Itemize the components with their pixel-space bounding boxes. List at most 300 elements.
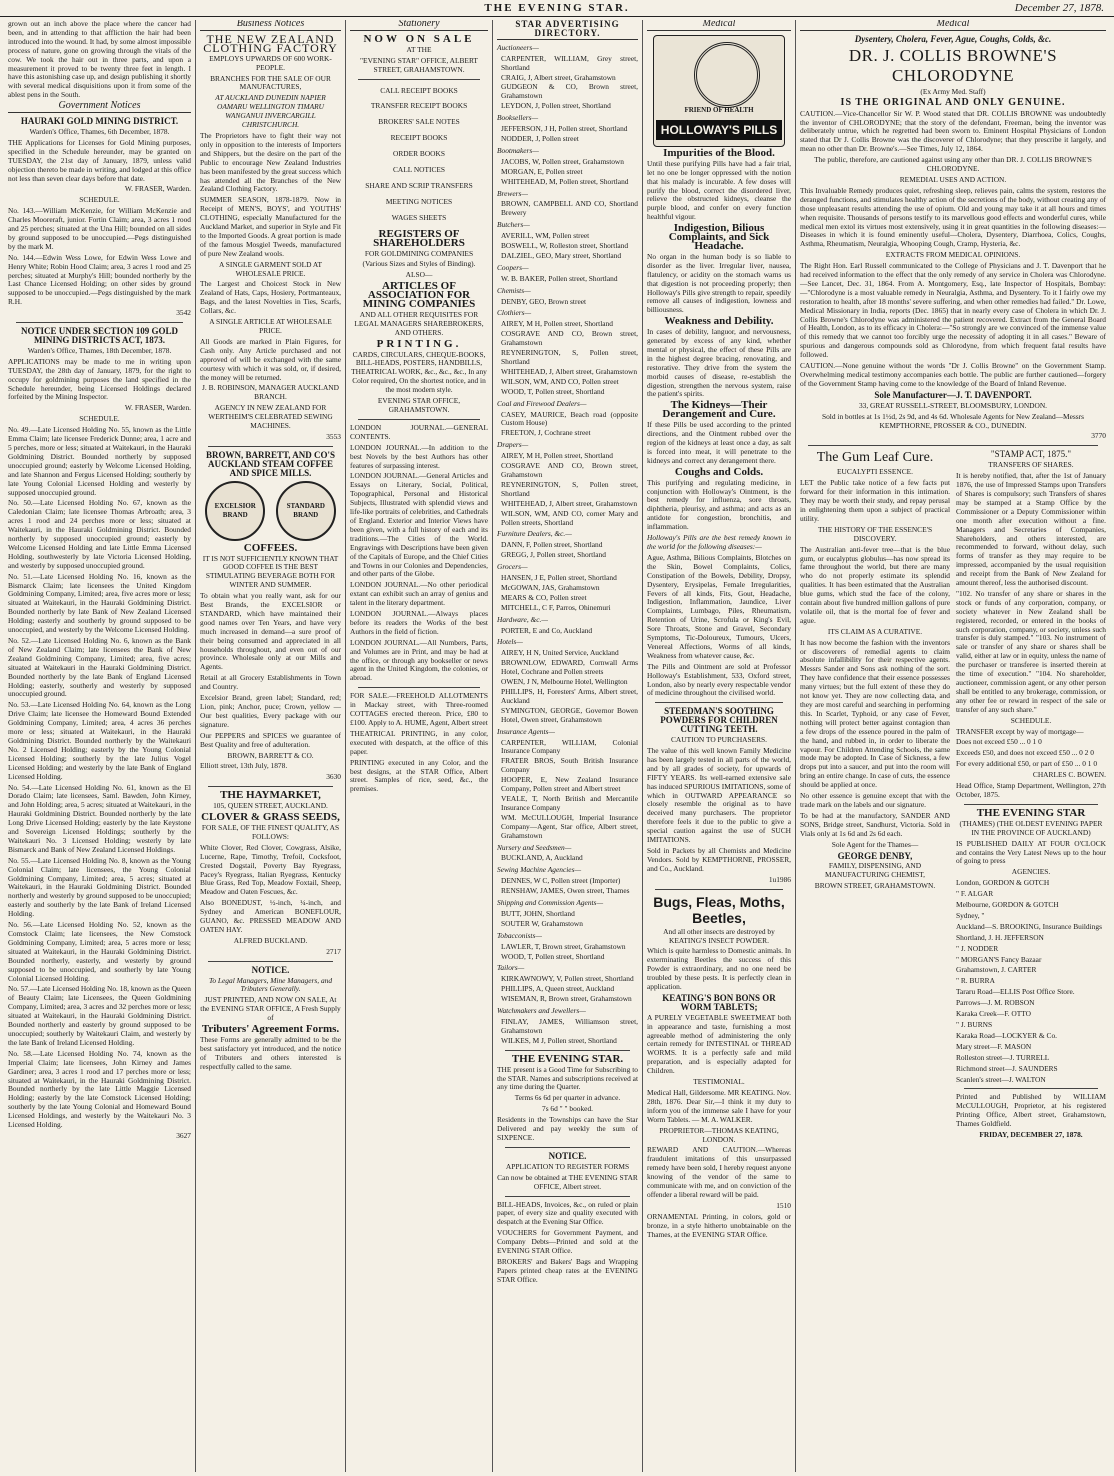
directory-entry: HANSEN, J E, Pollen street, Shortland xyxy=(501,573,617,583)
ad-code: 1u1986 xyxy=(768,874,791,884)
ad-line: Sold in bottles at 1s 1½d, 2s 9d, and 4s 6d. Wholesale Agents for New Zealand—Messrs KEMPTHORNE, PROSSER & CO., DUNEDIN. xyxy=(822,411,1084,430)
directory-entry: GUDGEON & CO, Brown street, Grahamstown xyxy=(501,82,638,101)
notice-title: HAURAKI GOLD MINING DISTRICT. xyxy=(20,116,179,127)
schedule-row: Does not exceed £50 ... 0 1 0 xyxy=(956,737,1042,747)
ad-line: ALSO— xyxy=(405,270,433,280)
ad-title: IS THE ORIGINAL AND ONLY GENUINE. xyxy=(840,96,1066,108)
ad-body: BILL-HEADS, Invoices, &c., on ruled or plain paper, of every size and quality executed with despatch at the Evening Star Office. xyxy=(497,1199,638,1227)
directory-entry: MEARS & CO, Pollen street xyxy=(501,592,587,602)
directory xyxy=(497,44,638,1046)
ad-line: 7s 6d " " booked. xyxy=(542,1104,593,1114)
ad-towns: AT AUCKLAND DUNEDIN NAPIER OAMARU WELLINGTON TIMARU WANGANUI INVERCARGILL CHRISTCHURCH. xyxy=(215,93,326,130)
agent-entry: Rolleston street—J. TURRELL xyxy=(956,1052,1050,1062)
agents-list xyxy=(956,879,1106,1084)
ad-line: TESTIMONIAL. xyxy=(693,1077,745,1087)
directory-entry: WHITEHEAD, M, Pollen street, Shortland xyxy=(501,176,629,186)
ad-body: If these Pills be used according to the printed directions, and the Ointment rubbed over the region of the kidneys at least once a day, as salt is forced into meat, it will penetrate to the kidneys and correct any derangement there. xyxy=(647,420,791,465)
directory-entry: LEYDON, J, Pollen street, Shortland xyxy=(501,101,611,111)
directory-entry: WHITEHEAD, J, Albert street, Grahamstown xyxy=(501,366,638,376)
ad-body: Medical Hall, Gildersome. MR KEATING. Nov. 28th, 1876. Dear Sir,—I think it my duty to inform you of the immense sale I have for your Worm Tablets. — M. A. WALKER. xyxy=(647,1088,791,1124)
journal-notice: LONDON JOURNAL.—All Numbers, Parts, and Volumes are in Print, and may be had at the office, or through any bookseller or news agent in the United Kingdom, the colonies, or abroad. xyxy=(350,637,488,683)
directory-entry: RENSHAW, JAMES, Owen street, Thames xyxy=(501,886,630,896)
ad-title: Impurities of the Blood. xyxy=(663,146,775,159)
ad-body: To be had at the manufactory, SANDER AND SONS, Bridge street, Sandhurst, Victoria. Sold in Vials only at 1s 6d and 2s 6d each. xyxy=(800,810,950,838)
ad-title: STEEDMAN'S SOOTHING POWDERS FOR CHILDREN CUTTING TEETH. xyxy=(660,706,778,735)
agent-entry: Shortland, J. H. JEFFERSON xyxy=(956,932,1044,942)
ad-body: Until these purifying Pills have had a fair trial, let no one be longer oppressed with the notion that his malady is incurable. A few doses will purify the blood, correct the disordered liver, relieve the obstructed kidneys, cleanse the purple blood, and confer on every function healthful vigour. xyxy=(647,158,791,222)
column-advertising-directory xyxy=(492,20,642,1472)
directory-entry: W. B. BAKER, Pollen street, Shortland xyxy=(501,273,618,283)
directory-entry: AIREY, H N, United Service, Auckland xyxy=(501,648,619,658)
stamp-act-ad xyxy=(956,450,1106,1142)
stationery-item: TRANSFER RECEIPT BOOKS xyxy=(370,101,468,111)
ad-line: THE HISTORY OF THE ESSENCE'S DISCOVERY. xyxy=(817,524,933,543)
ad-sign: J. B. ROBINSON, MANAGER AUCKLAND BRANCH. xyxy=(202,383,339,402)
ad-title: Indigestion, Bilious Complaints, and Sick Headache. xyxy=(668,222,770,252)
ad-title: KEATING'S BON BONS OR WORM TABLETS; xyxy=(662,992,776,1012)
ad-line: (Various Sizes and Styles of Binding). xyxy=(362,259,476,269)
column-government-notices xyxy=(4,20,195,1472)
agent-entry: Melbourne, GORDON & GOTCH xyxy=(956,900,1059,910)
directory-category: Furniture Dealers, &c.— xyxy=(497,529,572,539)
agent-entry: " J. NODDER xyxy=(956,943,999,953)
ad-code: 3630 xyxy=(326,772,341,782)
directory-category: Nursery and Seedsmen— xyxy=(497,842,572,852)
schedule-item: No. 57.—Late Licensed Holding No. 18, known as the Queen of Beauty Claim; late Licensees, the Queen Goldmining Company, Limited; area, 3 acres and 32 perches more or less; situated at Waitekauri, in the Hauraki Goldmining District. Bounded northerly and easterly by ground supposed to be unoccupied; southerly by Waitekauri Claim, and westerly by the late Bank of Ireland Licensed Holding. xyxy=(8,984,191,1047)
ad-line: ITS CLAIM AS A CURATIVE. xyxy=(827,626,923,636)
directory-entry: WISEMAN, R, Brown street, Grahamstown xyxy=(501,994,632,1004)
ad-line: TRANSFERS OF SHARES. xyxy=(988,460,1074,470)
ad-title: REGISTERS OF SHAREHOLDERS xyxy=(373,227,465,249)
notice-title: NOTICE UNDER SECTION 109 GOLD MINING DISTRICTS ACT, 1873. xyxy=(20,326,179,345)
ad-body: Excelsior Brand, green label; Standard, red; Lion, pink; Anchor, puce; Crown, yellow — Our best qualities, Every package with our signature. xyxy=(200,693,341,729)
directory-entry: HOOPER, E, New Zealand Insurance Company, Pollen street and Albert street xyxy=(501,775,638,794)
directory-entry: DENBY, GEO, Brown street xyxy=(501,296,587,306)
agent-entry: Tararu Road—ELLIS Post Office Store. xyxy=(956,987,1075,997)
divider xyxy=(505,1050,630,1051)
notice-sign: W. FRASER, Warden. xyxy=(124,403,191,413)
ad-line: "EVENING STAR" OFFICE, ALBERT STREET, GRAHAMSTOWN. xyxy=(360,55,478,74)
directory-category: Booksellers— xyxy=(497,113,539,123)
directory-category: Chemists— xyxy=(497,285,531,295)
ad-body: "102. No transfer of any share or shares in the stock or funds of any corporation, company, or society whatever in New Zealand shall be registered, recorded, or entered in the books of such corporation, company, or society, unless such transfer is duly stamped." "103. No instrument of sale or transfer of any share or shares shall be valid, either at law or in equity, unless the name of the purchaser or transferee is inserted therein at the time of execution." "104. No shareholder, auctioneer, commission agent, or any other person shall be entitled to any brokerage, commission, or any other fee or reward in respect of the sale or transfer of any such share." xyxy=(956,588,1106,714)
notice-office: Warden's Office, Thames, 6th December, 1878. xyxy=(29,126,170,136)
directory-entry: WILSON, WM, AND CO, Pollen street xyxy=(501,376,619,386)
ad-body: The value of this well known Family Medicine has been largely tested in all parts of the world, and by all grades of society, for upwards of FIFTY YEARS. Its well-earned extensive sale has induced SPURIOUS IMITATIONS, some of which in OUTWARD APPEARANCE so closely resemble the original as to have deceived many purchasers. The proprietor therefore feels it due to the public to give a special caution against the use of SUCH IMITATIONS. xyxy=(647,746,791,845)
ad-line: CAUTION TO PURCHASERS. xyxy=(670,735,768,745)
holloway-pills-emblem xyxy=(653,35,785,147)
column-medical-holloway xyxy=(642,20,795,1472)
seal-icon xyxy=(694,42,760,108)
ad-body: A PURELY VEGETABLE SWEETMEAT both in appearance and taste, furnishing a most agreeable method of administering the only certain remedy for INTESTINAL or THREAD WORMS. It is a perfectly safe and mild preparation, and is especially adapted for Children. xyxy=(647,1012,791,1076)
ad-body: No other essence is genuine except that with the trade mark on the labels and our signature. xyxy=(800,791,950,809)
standard-badge-icon xyxy=(276,481,336,541)
ad-line: Head Office, Stamp Department, Wellington, 27th October, 1875. xyxy=(956,781,1106,799)
notice-body: APPLICATIONS may be made to me in writing upon TUESDAY, the 28th day of January, 1879, for the right to occupy for goldmining purposes the land specified in the Schedule hereunder, being Licensed Holdings declared forfeited by the Mining Inspector. xyxy=(8,356,191,402)
divider xyxy=(208,961,333,962)
divider xyxy=(964,804,1098,805)
ad-body: Retail at all Grocery Establishments in Town and Country. xyxy=(200,673,341,692)
directory-entry: CASEY, MAURICE, Beach road (opposite Custom House) xyxy=(501,409,638,428)
column-medical-chlorodyne xyxy=(795,20,1110,1472)
ad-line: A SINGLE GARMENT SOLD AT WHOLESALE PRICE. xyxy=(219,259,322,278)
directory-category: Watchmakers and Jewellers— xyxy=(497,1006,586,1016)
directory-entry: BROWN, CAMPBELL AND CO, Shortland Brewery xyxy=(501,199,638,218)
ad-code: 3770 xyxy=(1091,431,1106,441)
ad-body: THE present is a Good Time for Subscribing to the STAR. Names and subscriptions received at any time during the Quarter. xyxy=(497,1064,638,1092)
directory-category: Auctioneers— xyxy=(497,42,539,52)
schedule-item: No. 51.—Late Licensed Holding No. 16, known as the Bismarck Claim; late licensees the United Kingdom Goldmining Company, Limited; area, five acres more or less; situated at Waitekauri, in the Hauraki Goldmining District. Bounded northerly by late Bank of New Zealand Licensed Holding; easterly and southerly by ground supposed to be unoccupied, and westerly by the Welcome Licensed Holding. xyxy=(8,571,191,635)
ad-sign: BROWN, BARRETT & CO. xyxy=(227,750,314,760)
ad-body: CAUTION.—None genuine without the words "Dr J. Collis Browne" on the Government Stamp. Overwhelming medical testimony accompanies each bottle. The public are further cautioned—forgery of the Government Stamp having come to the knowledge of the Board of Inland Revenue. xyxy=(800,361,1106,388)
schedule-item: No. 50.—Late Licensed Holding No. 67, known as the Caledonian Claim; late licensee Thomas Arbroath; area, 3 acres 1 rood and 24 perches more or less; situated at Waitekauri, in the Hauraki Goldmining District. Bounded northerly by supposed unoccupied ground; easterly by Welcome Licensed Holding and late Little Emma Licensed Holding, southwesterly by late Victoria Licensed Holding, and westerly by supposed unoccupied ground. xyxy=(8,498,191,570)
ad-line: AT THE xyxy=(406,44,432,54)
ad-body: THEATRICAL PRINTING, in any color, executed with despatch, at the office of this paper. xyxy=(350,728,488,756)
ad-title: THE EVENING STAR. xyxy=(511,1052,624,1065)
ad-line: BROWN STREET, GRAHAMSTOWN. xyxy=(814,881,936,891)
schedule-item: No. 144.—Edwin Wess Lowe, for Edwin Wess Lowe and Henry White; Robin Hood Claim; area, 3 acres 1 rood and 25 perches; situated at Murphy's Hill; bounded northerly by the Last Chance Licensed Holding; on other sides by ground supposed to be unoccupied.—Pegs distinguished by the mark R.H. xyxy=(8,252,191,307)
agent-entry: Scanlen's street—J. WALTON xyxy=(956,1074,1046,1084)
ad-body: Sold in Packets by all Chemists and Medicine Vendors. Sold by KEMPTHORNE, PROSSER, and Co., Auckland. xyxy=(647,845,791,873)
directory-entry: PORTER, E and Co, Auckland xyxy=(501,625,593,635)
directory-category: Coal and Firewood Dealers— xyxy=(497,398,587,408)
schedule-heading: SCHEDULE. xyxy=(79,195,120,205)
ad-body: PRINTING executed in any Color, and the best designs, at the STAR Office, Albert street. Samples of rice, seed, &c., the premises. xyxy=(350,757,488,794)
directory-entry: KIRKAWNOWY, V, Pollen street, Shortland xyxy=(501,974,634,984)
ad-title: THE NEW ZEALAND CLOTHING FACTORY xyxy=(203,31,338,55)
ad-body: ORNAMENTAL Printing, in colors, gold or bronze, in a style hitherto unobtainable on the Thames, at the EVENING STAR Office. xyxy=(647,1211,791,1239)
ad-title: "STAMP ACT, 1875." xyxy=(990,449,1072,460)
divider xyxy=(358,419,480,420)
ad-line: EXTRACTS FROM MEDICAL OPINIONS. xyxy=(885,250,1021,260)
directory-entry: WM. McCULLOUGH, Imperial Insurance Company—Agent, Star office, Albert street, Grahamstown xyxy=(501,812,638,840)
ad-line: EVENING STAR OFFICE, GRAHAMSTOWN. xyxy=(377,396,461,414)
directory-entry: CRAIG, J, Albert street, Grahamstown xyxy=(501,72,616,82)
ad-body: VOUCHERS for Government Payment, and Company Debts—Printed and sold at the EVENING STAR Office. xyxy=(497,1228,638,1256)
directory-entry: McGOWAN, JAS, Grahamstown xyxy=(501,582,600,592)
ad-line: (Ex Army Med. Staff) xyxy=(920,86,986,96)
ad-line: Holloway's Pills are the best remedy known in the world for the following diseases:— xyxy=(647,533,791,551)
journal-notice: LONDON JOURNAL.—No other periodical extant can exhibit such an array of genius and talent in the literary department. xyxy=(350,580,488,608)
ad-line: Sole Agent for the Thames— xyxy=(831,839,919,849)
directory-entry: JACOBS, W, Pollen street, Grahamstown xyxy=(501,156,624,166)
stationery-item: WAGES SHEETS xyxy=(391,212,447,222)
ad-line: FAMILY, DISPENSING, AND MANUFACTURING CHEMIST, xyxy=(825,861,925,880)
ad-title: The Gum Leaf Cure. xyxy=(816,450,934,466)
ad-line: BRANCHES FOR THE SALE OF OUR MANUFACTURES, xyxy=(210,73,331,92)
ad-line: FOR GOLDMINING COMPANIES xyxy=(364,248,474,258)
schedule-heading: SCHEDULE. xyxy=(79,414,120,424)
ad-line: PROPRIETOR—THOMAS KEATING, LONDON. xyxy=(659,1125,779,1144)
ad-body: IS PUBLISHED DAILY AT FOUR O'CLOCK and contains the Very Latest News up to the hour of going to press xyxy=(956,838,1106,866)
directory-entry: DENNES, W C, Pollen street (Importer) xyxy=(501,876,621,886)
ad-lead: Dysentery, Cholera, Fever, Ague, Coughs, Colds, &c. xyxy=(854,33,1052,44)
directory-category: Coopers— xyxy=(497,262,529,272)
disease-list: Ague, Asthma, Bilious Complaints, Blotches on the Skin, Bowel Complaints, Colics, Constipation of the Bowels, Debility, Dropsy, Dysentery, Erysipelas, Female Irregularities, Fevers of all kinds, Fits, Gout, Headache, Indigestion, Inflammation, Jaundice, Liver Complaints, Lumbago, Piles, Rheumatism, Retention of Urine, Scrofula or King's Evil, Sore Throats, Stone and Gravel, Secondary Symptoms, Tic-Doloureux, Tumours, Ulcers, Venereal Affections, Worms of all kinds, Weakness from whatever cause, &c. xyxy=(647,552,791,660)
masthead-date: December 27, 1878. xyxy=(1014,2,1104,14)
directory-entry: MORGAN, E, Pollen street xyxy=(501,166,583,176)
ad-sign: ALFRED BUCKLAND. xyxy=(233,935,308,945)
ad-title: NOTICE. xyxy=(251,964,290,975)
directory-category: Tobacconists— xyxy=(497,930,542,940)
ad-line: REMEDIAL USES AND ACTION. xyxy=(899,174,1007,184)
ad-line: FOR SALE, OF THE FINEST QUALITY, AS FOLLOWS: xyxy=(201,822,340,841)
ad-title: The Kidneys—Their Derangement and Cure. xyxy=(662,399,776,421)
ad-title: THE HAYMARKET, xyxy=(220,789,321,802)
schedule-item: No. 53.—Late Licensed Holding No. 64, known as the Long Drive Claim; late licensee the Homeward Bound Extended Goldmining Company, Limited; area, 4 acres 36 perches more or less; situated at Waitekauri, in the Hauraki Goldmining District. Bounded northerly by the Waitekauri No. 2 Licensed Holding; easterly by the Young Colonial Licensed Holding; southerly by the late Julius Vogel Licensed Holding; and westerly by the late Bank of England Licensed Holding. xyxy=(8,700,191,781)
ad-line: 105, QUEEN STREET, AUCKLAND. xyxy=(213,801,328,811)
directory-entry: WOOD, T, Pollen street, Shortland xyxy=(501,951,605,961)
ad-body: To obtain what you really want, ask for our Best Brands, the EXCELSIOR or STANDARD, which have maintained their good names over Ten Years, and have very much increased in demand—a sure proof of their being consumed and appreciated in all households throughout, and even out of our province. Wholesale only at our Mills and Agents. xyxy=(200,591,341,672)
directory-entry: COSGRAVE AND CO, Brown street, Grahamstown xyxy=(501,329,638,348)
ad-title: NOW ON SALE xyxy=(363,32,475,45)
section-header: Government Notices xyxy=(8,102,191,113)
directory-entry: SYMINGTON, GEORGE, Governor Bowen Hotel, Owen street, Grahamstown xyxy=(501,705,638,724)
directory-entry: AVERILL, WM, Pollen street xyxy=(501,231,590,241)
ad-body: Residents in the Townships can have the Star Delivered and pay weekly the sum of SIXPENCE. xyxy=(497,1115,638,1142)
ad-code: 2717 xyxy=(326,946,341,956)
directory-entry: VEALE, T, North British and Mercantile Insurance Company xyxy=(501,793,638,812)
directory-entry: SOUTER W, Grahamstown xyxy=(501,918,583,928)
directory-entry: WOOD, T, Pollen street, Shortland xyxy=(501,386,605,396)
ad-body: No organ in the human body is so liable to disorder as the liver. Irregular liver, nausea, flatulency, or acidity on the stomach warns us that digestion is not proceeding properly; then Holloway's Pills give strength to repair, speedily remove all causes of indigestion, lowness and billiousness. xyxy=(647,251,791,315)
ad-line: IT IS NOT SUFFICIENTLY KNOWN THAT GOOD COFFEE IS THE BEST STIMULATING BEVERAGE BOTH FOR WINTER AND SUMMER. xyxy=(202,553,339,590)
directory-entry: WILSON, WM, AND CO, corner Mary and Pollen streets, Shortland xyxy=(501,508,638,527)
directory-category: Hardware, &c.— xyxy=(497,614,548,624)
directory-entry: BROWNLOW, EDWARD, Cornwall Arms Hotel, Cochrane and Pollen streets xyxy=(501,658,638,677)
schedule-row: Exceeds £50, and does not exceed £50 ... 0 2 0 xyxy=(956,748,1094,758)
directory-entry: BUTT, JOHN, Shortland xyxy=(501,908,575,918)
divider xyxy=(16,322,183,323)
ad-title: COFFEES. xyxy=(243,541,298,554)
ad-title: THE EVENING STAR xyxy=(976,806,1086,819)
brand-badges xyxy=(200,481,341,541)
ad-line: APPLICATION TO REGISTER FORMS xyxy=(505,1161,630,1171)
schedule-row: For every additional £50, or part of £50 ... 0 1 0 xyxy=(956,759,1098,769)
ad-line: AND ALL OTHER REQUISITES FOR LEGAL MANAGERS SHAREBROKERS, AND OTHERS. xyxy=(354,309,484,337)
ad-title: Bugs, Fleas, Moths, Beetles, xyxy=(653,893,785,926)
directory-entry: WHITEHEAD, J, Albert street, Grahamstown xyxy=(501,498,638,508)
directory-entry: FINLAY, JAMES, Williamson street, Grahamstown xyxy=(501,1017,638,1035)
directory-entry: PHILLIPS, H, Foresters' Arms, Albert street, Auckland xyxy=(501,687,638,705)
holloway-band: HOLLOWAY'S PILLS xyxy=(656,120,782,140)
directory-category: Drapers— xyxy=(497,440,529,450)
directory-entry: AIREY, M H, Pollen street, Shortland xyxy=(501,451,613,461)
columns xyxy=(4,20,1110,1472)
ad-line: 33, GREAT RUSSELL-STREET, BLOOMSBURY, LONDON. xyxy=(858,400,1048,410)
ad-title: DR. J. COLLIS BROWNE'S CHLORODYNE xyxy=(848,45,1058,85)
ad-code: 3553 xyxy=(326,431,341,441)
stationery-item: RECEIPT BOOKS xyxy=(390,133,448,143)
directory-entry: LAWLER, T, Brown street, Grahamstown xyxy=(501,941,626,951)
ad-sign: CHARLES C. BOWEN. xyxy=(1032,770,1106,780)
imprint-date: FRIDAY, DECEMBER 27, 1878. xyxy=(979,1130,1083,1140)
ad-title: Coughs and Colds. xyxy=(674,465,764,478)
ad-body: SUMMER SEASON, 1878-1879. Now in Receipt of MEN'S, BOYS', and YOUTHS' CLOTHING, especially Manufactured for the Auckland Market, and superior in Style and Fit to the Imported Goods. A great portion is made of the famous Mosgiel Tweeds, manufactured of pure New Zealand wools. xyxy=(200,195,341,258)
directory-category: Hotels— xyxy=(497,637,523,647)
stationery-item: ORDER BOOKS xyxy=(393,149,445,159)
directory-entry: REYNERINGTON, S, Pollen street, Shortland xyxy=(501,479,638,498)
ad-body: FOR SALE.—FREEHOLD ALLOTMENTS in Mackay street, with Three-roomed COTTAGES erected thereon. Price, £80 to £100. Apply to A. HUME, Agent, Albert street xyxy=(350,691,488,727)
directory-entry: OWEN, J N, Melbourne Hotel, Wellington xyxy=(501,677,628,687)
directory-category: Sewing Machine Agencies— xyxy=(497,865,582,875)
notice-office: Warden's Office, Thames, 18th December, 1878. xyxy=(27,345,172,355)
ad-line: (THAMES) (THE OLDEST EVENING PAPER IN THE PROVINCE OF AUCKLAND) xyxy=(959,818,1103,837)
ad-line: To Legal Managers, Mine Managers, and Tributers Generally. xyxy=(208,975,333,994)
ad-code: 1510 xyxy=(776,1200,791,1210)
schedule-item: No. 55.—Late Licensed Holding No. 8, known as the Young Colonial Claim; late licensees, the Young Colonial Goldmining Company, Limited; area, 5 acres; situated at Waitekauri, in the Hauraki Goldmining District. Bounded northerly and westerly by ground supposed to be unoccupied; easterly and southerly by the late Bank of Ireland Licensed Holding. xyxy=(8,855,191,919)
section-header: Stationery xyxy=(350,20,488,31)
ad-title: Weakness and Debility. xyxy=(664,315,774,328)
ad-line: Elliott street, 13th July, 1878. xyxy=(200,761,288,771)
agent-entry: Richmond street—J. SAUNDERS xyxy=(956,1063,1058,1073)
divider xyxy=(655,702,783,703)
ad-body: It has now become the fashion with the inventors or discoverers of remedial agents to claim absolute infallibility for their respective agents. Messrs Sander and Sons ask nothing of the sort. They have confidence that their essence possesses many virtues; but the full extent of these they do not know yet. They are now collecting data, and they are most careful and searching in performing this. In Scarlet, Typhoid, or any case of Fever, nothing will protect better against contagion than a few drops of the essence poured in the palm of the hand, and rubbed in, in order to liberate the vapour. For Children Attending Schools, the same mode may be adopted. In Case of Sickness, a few drops put into a saucer, and put into the room will bring an entire change. In case of cuts, the essence should be applied at once. xyxy=(800,637,950,790)
journal-notice: LONDON JOURNAL.—General Articles and Essays on Literary, Social, Political, Topographical, Personal and Historical Subjects, Illustrated with splendid views and life-like portraits of celebrities, and Cathedrals of England. Exterior and Interior Views have been given, with a full history of each and its traditions.—The Cities of the World. Engravings with Descriptions have been given of the Capitals of Europe, and the Chief Cities and Towns in our Colonies and Dependencies, and other parts of the Globe. xyxy=(350,471,488,579)
schedule-heading: SCHEDULE. xyxy=(1010,715,1052,725)
ad-line: A SINGLE ARTICLE AT WHOLESALE PRICE. xyxy=(209,317,332,335)
schedule-item: No. 52.—Late Licensed Holding No. 6, known as the Bank of New Zealand Claim; late licensees the Bank of New Zealand Goldmining Company, Limited; area, five acres; situated at Waitekauri in the Hauraki Goldmining District. Bounded northerly by the late Bank of England Licensed Holding; easterly, southerly and westerly by supposed unoccupied ground. xyxy=(8,636,191,699)
directory-category: Brewers— xyxy=(497,188,528,198)
ad-body: The Right Hon. Earl Russell communicated to the College of Physicians and J. T. Davenport that he had received information to the effect that the only remedy of any service in Cholera was Chlorodyne.—See Lancet, Dec. 31, 1864. From A. Montgomery, Esq., late Inspector of Hospitals, Bombay:—"Chlorodyne is a most valuable remedy in Neuralgia, Asthma, and Dysentery. To it I fairly owe my restoration to health, after 18 months' severe suffering, and when other remedies had failed." Dr. Lowe, Medical Missionary in India, reports (Dec. 1865) that in nearly every case of Cholera in which Dr. J. Collis Browne's Chlorodyne was administered the patient recovered. Extract from the General Board of Health, London, as to its efficacy in Cholera:—"So strongly are we convinced of the immense value of this remedy that we cannot too forcibly urge the necessity of adopting it in all cases." Beware of spurious and dangerous compounds sold as Chlorodyne, from which frequent fatal results have followed. xyxy=(800,261,1106,360)
agent-entry: Karaka Road—LOCKYER & Co. xyxy=(956,1030,1057,1040)
column-stationery xyxy=(345,20,492,1472)
ad-code: 3627 xyxy=(176,1130,191,1140)
ad-line: And all other insects are destroyed by KEATING'S INSECT POWDER. xyxy=(663,926,775,945)
directory-entry: WILKES, M J, Pollen street, Shortland xyxy=(501,1035,617,1045)
section-header: STAR ADVERTISING DIRECTORY. xyxy=(497,20,638,40)
notice-sign: W. FRASER, Warden. xyxy=(124,184,191,194)
article-continuation: grown out an inch above the place where the cancer had been, and in attending to that affliction the hair had been introduced into the wound. It had, by some almost impossible process of nature, gone on growing through the vitals of the cow. We took the hair out in three parts, and upon a measurement it proved to be twenty three feet in length. I have this astonishing case up, and design publishing it shortly with several medical disquisitions upon it from some of the ablest pens in the South. xyxy=(8,20,191,100)
directory-entry: REYNERINGTON, S, Pollen street, Shortland xyxy=(501,348,638,366)
notice-body: THE Applications for Licenses for Gold Mining purposes, specified in the Schedule hereunder, may be granted on TUESDAY, the 21st day of January, 1879, unless valid objection thereto be made in writing, and lodged at this office not less than seven clear days before that date. xyxy=(8,137,191,183)
schedule-item: No. 58.—Late Licensed Holding No. 74, known as the Imperial Claim; late licensees, John Kirney and James Gardiner; area, 3 acres 1 rood and 17 perches more or less; situated at Waitekauri, in the Hauraki Goldmining District. Bounded northerly by the late Little Maggie Licensed Holding; easterly by the late Comstock Licensed Holding; southerly by the late Young Colonial and Homeward Bound Licensed Holdings, and westerly by the Waitekauri No. 3 Licensed Holding. xyxy=(8,1048,191,1130)
masthead xyxy=(0,0,1114,17)
ad-body: CARDS, CIRCULARS, CHEQUE-BOOKS, BILL-HEADS, POSTERS, HANDBILLS, THEATRICAL WORK, &c., &c., &c., In any Color required, On the shortest notice, and in the most modern style. xyxy=(351,349,487,395)
agent-entry: Karaka Creek—F. OTTO xyxy=(956,1009,1032,1019)
directory-entry: BOSWELL, W, Rolleston street, Shortland xyxy=(501,241,629,251)
directory-entry: JEFFERSON, J H, Pollen street, Shortland xyxy=(501,124,628,134)
stationery-item: BROKERS' SALE NOTES xyxy=(378,117,460,127)
divider xyxy=(655,889,783,890)
divider xyxy=(358,687,480,688)
column-business-notices xyxy=(195,20,345,1472)
badge-label: STANDARD BRAND xyxy=(286,501,325,519)
ad-body: In cases of debility, languor, and nervousness, generated by excess of any kind, whether mental or physical, the effect of these Pills are in the highest degree bracing, renovating, and restorative. They drive from the system the morbid causes of disease, re-establish the digestion, strengthen the nervous system, raise the patient's spirits. xyxy=(647,327,791,399)
section-header: Business Notices xyxy=(200,20,341,31)
ad-code: 3542 xyxy=(176,308,191,318)
ad-body: The Proprietors have to fight their way not only in opposition to the interests of Importers and Shippers, but the desire on the part of the Public to encourage New Zealand Industries has been manifested by the great success which has attended all the Branches of the New Zealand Clothing Factory. xyxy=(200,130,341,194)
ad-body: Which is quite harmless to Domestic animals. In exterminating Beetles the success of this Powder is extraordinary, and no one need be troubled by these pests. It is perfectly clean in application. xyxy=(647,946,791,992)
divider xyxy=(208,786,333,787)
directory-category: Insurance Agents— xyxy=(497,726,555,736)
masthead-title: THE EVENING STAR. xyxy=(484,2,630,14)
excelsior-badge-icon xyxy=(205,481,265,541)
stationery-item: MEETING NOTICES xyxy=(385,196,453,206)
agent-entry: " MORGAN'S Fancy Bazaar xyxy=(956,954,1042,964)
seal-motto: FRIEND OF HEALTH xyxy=(684,105,754,114)
ad-body: It is hereby notified, that, after the 1st of January 1876, the use of Impressed Stamps upon Transfers of Shares is compulsory; such Transfers of shares may be stamped at a Stamp Office by the Commissioner or a Deputy Commissioner within one month after execution without a fine. Managers and Secretaries of Companies, Shareholders, and others interested, are recommended to forward, without delay, such forms of transfer as they may require to be impressed, accompanied by the usual requisition and receipt from the Bank of New Zealand for amount thereof, less the authorised discount. xyxy=(956,471,1106,588)
divider xyxy=(808,445,1098,446)
badge-label: EXCELSIOR BRAND xyxy=(214,501,256,519)
ad-line: EUCALYPTI ESSENCE. xyxy=(836,467,914,477)
directory-category: Grocers— xyxy=(497,562,528,572)
directory-entry: MITCHELL, C F, Parros, Ohinemuri xyxy=(501,602,611,612)
schedule-item: No. 143.—William McKenzie, for William McKenzie and Charles Mooreraft, junior. Fortin Claim; area, 3 acres 1 rood and 25 perches; situated at the Una Hill; bounded on all sides by ground supposed to be unoccupied.—Pegs distinguished by the mark M. xyxy=(8,206,191,251)
divider xyxy=(505,1196,630,1197)
agent-entry: London, GORDON & GOTCH xyxy=(956,878,1050,888)
ad-body: These Forms are generally admitted to be the best satisfactory yet introduced, and the notice of Tributers and others interested is respectfully called to the same. xyxy=(200,1035,341,1071)
directory-entry: FREETON, J, Cochrane street xyxy=(501,428,591,438)
gum-leaf-ad xyxy=(800,450,950,1142)
ad-title: Tributers' Agreement Forms. xyxy=(201,1023,340,1036)
ad-body: Our PEPPERS and SPICES we guarantee of Best Quality and free of adulteration. xyxy=(200,730,341,749)
schedule-item: No. 49.—Late Licensed Holding No. 55, known as the Little Emma Claim; late licensee Frederick Dunne; area, 1 acre and 5 perches, more or less; situated at Waitekauri, in the Hauraki Goldmining District. Bounded northerly by supposed unoccupied ground; easterly by Welcome Licensed Holding, and late Shannon and Fergus Licensed Holding; southerly by late Young Colonial Licensed Holding and westerly by supposed unoccupied ground. xyxy=(8,425,191,497)
ad-sign: GEORGE DENBY, xyxy=(837,850,913,861)
ad-sign: Sole Manufacturer—J. T. DAVENPORT. xyxy=(874,389,1032,400)
directory-category: Bootmakers— xyxy=(497,145,539,155)
directory-entry: PHILLIPS, A, Queen street, Auckland xyxy=(501,984,615,994)
directory-entry: GREGG, J, Pollen street, Shortland xyxy=(501,550,606,560)
ad-body: Also BONEDUST, ½-inch, ¼-inch, and Sydney and American BONEFLOUR, GUANO, &c. PRESSED MEADOW AND OATEN HAY. xyxy=(200,898,341,934)
ad-line: TRANSFER except by way of mortgage— xyxy=(956,726,1084,736)
ad-line: Can now be obtained at THE EVENING STAR OFFICE, Albert street. xyxy=(497,1172,638,1191)
ad-line: Terms 6s 6d per quarter in advance. xyxy=(514,1093,621,1103)
ad-body: BROKERS' and Bakers' Bags and Wrapping Papers printed cheap rates at the EVENING STAR Office. xyxy=(497,1256,638,1284)
ad-body: The Largest and Choicest Stock in New Zealand of Hats, Caps, Hosiery, Portmanteaux, Bags, and the latest Novelties in Ties, Scarfs, Collars, &c. xyxy=(200,279,341,316)
ad-line: JUST PRINTED, AND NOW ON SALE, At the EVENING STAR OFFICE, A Fresh Supply of xyxy=(200,995,341,1023)
directory-entry: DALZIEL, GEO, Mary street, Shortland xyxy=(501,250,622,260)
ad-body: This Invaluable Remedy produces quiet, refreshing sleep, relieves pain, calms the system, restores the deranged functions, and stimulates healthy action of the secretions of the body, without creating any of those unpleasant results attending the use of opium. Old and young may take it at all hours and times when requisite. Thousands of persons testify to its marvellous good effects and wonderful cures, while medical men extol its virtues most extensively, using it in great quantities in the following diseases:— Diseases in which it is found eminently useful—Cholera, Dysentery, Diarrhoea, Colics, Coughs, Asthma, Rheumatism, Neuralgia, Whooping Cough, Cramp, Hysteria, &c. xyxy=(800,185,1106,249)
two-column-block xyxy=(800,450,1106,1142)
section-header: Medical xyxy=(800,20,1106,31)
agent-entry: Parrows—J. M. ROBSON xyxy=(956,998,1035,1008)
agent-entry: Sydney, " xyxy=(956,910,985,920)
section-header: Medical xyxy=(647,20,791,31)
agent-entry: Auckland—S. BROOKING, Insurance Buildings xyxy=(956,921,1102,931)
divider xyxy=(964,1088,1098,1089)
agent-entry: " R. BURRA xyxy=(956,976,995,986)
directory-category: Tailors— xyxy=(497,963,525,973)
ad-body: LET the Public take notice of a few facts put forward for their information in this intimation. They may be worth their study, and repay perusal in enlightening them upon a subject of practical utility. xyxy=(800,478,950,523)
directory-entry: BUCKLAND, A, Auckland xyxy=(501,853,583,863)
ad-body: White Clover, Red Clover, Cowgrass, Alsike, Lucerne, Rape, Timothy, Trefoil, Cocksfoot, Crested Dogstail, Poverty Bay Ryegrass, Pacey's Ryegrass, Italian Ryegrass, Kentucky Blue Grass, Red Top, Meadow Foxtail, Sheep, Meadow and Oaten Fescues, &c. xyxy=(200,842,341,897)
ad-title: ARTICLES OF ASSOCIATION FOR MINING COMPANIES xyxy=(362,280,476,311)
stationery-item: SHARE AND SCRIP TRANSFERS xyxy=(365,180,473,190)
directory-entry: AIREY, M H, Pollen street, Shortland xyxy=(501,319,613,329)
agent-entry: " F. ALGAR xyxy=(956,889,994,899)
journal-notice: LONDON JOURNAL.—GENERAL CONTENTS. xyxy=(350,422,488,441)
ad-body: CAUTION.—Vice-Chancellor Sir W. P. Wood stated that DR. COLLIS BROWNE was undoubtedly the inventor of CHLORODYNE; that the story of the defendant, Freeman, being the inventor was deliberately untrue, which he regretted had been sworn to. Eminent Hospital Physicians of London stated that Dr J. Collis Browne was the discoverer of Chlorodyne; that they prescribe it largely, and mean no other than Dr. Browne's.—See Times, July 12, 1864. xyxy=(800,108,1106,154)
ad-line: The public, therefore, are cautioned against using any other than DR. J. COLLIS BROWNE'S CHLORODYNE. xyxy=(814,155,1092,174)
directory-entry: CARPENTER, WILLIAM, Colonial Insurance Company xyxy=(501,737,638,756)
stationery-item: CALL RECEIPT BOOKS xyxy=(380,85,458,95)
journal-notice: LONDON JOURNAL.—In addition to the best Novels by the best Authors has other features of surpassing interest. xyxy=(350,442,488,470)
directory-entry: CARPENTER, WILLIAM, Grey street, Shortland xyxy=(501,53,638,72)
ad-body: The Australian anti-fever tree—that is the blue gum, or eucalyptus globulus—has now spread its fame throughout the world, but there are many who do not properly estimate its splendid qualities. It has been estimated that the Australian blue gums, which stud the face of the colony, contain about five hundred million gallons of pure volatile oil, that is the mortal foe of fever and ague. xyxy=(800,544,950,625)
ad-title: BROWN, BARRETT, AND CO'S AUCKLAND STEAM COFFEE AND SPICE MILLS. xyxy=(205,449,336,478)
schedule-item: No. 54.—Late Licensed Holding No. 61, known as the El Dorado Claim; late licensees, Saml. Bawden, John Kirney, and John Holding; area, 5 acres; situated at Waitekauri, in the Hauraki Goldmining District. Bounded northerly by the late Long Drive Licensed Holding; easterly by the late Keystone and Sovereign Licensed Holdings; southerly by the Waitekauri No. 3 Licensed Holding; westerly by late Bismarck and Bank of New Zealand Licensed Holdings. xyxy=(8,782,191,854)
agent-entry: Mary street—F. MASON xyxy=(956,1041,1032,1051)
ad-line: EMPLOYS UPWARDS OF 600 WORK-PEOPLE. xyxy=(209,53,332,72)
ad-line: AGENCIES. xyxy=(1011,867,1051,877)
journal-notice: LONDON JOURNAL.—Always places before its readers the Works of the best Authors in the field of fiction. xyxy=(350,609,488,636)
divider xyxy=(208,446,333,447)
divider xyxy=(505,1147,630,1148)
ad-body: The Pills and Ointment are sold at Professor Holloway's Establishment, 533, Oxford street, London, also by nearly every respectable vendor of medicine throughout the civilised world. xyxy=(647,661,791,698)
directory-entry: DANN, F, Pollen street, Shortland xyxy=(501,540,603,550)
directory-entry: FRATER BROS, South British Insurance Company xyxy=(501,756,638,775)
